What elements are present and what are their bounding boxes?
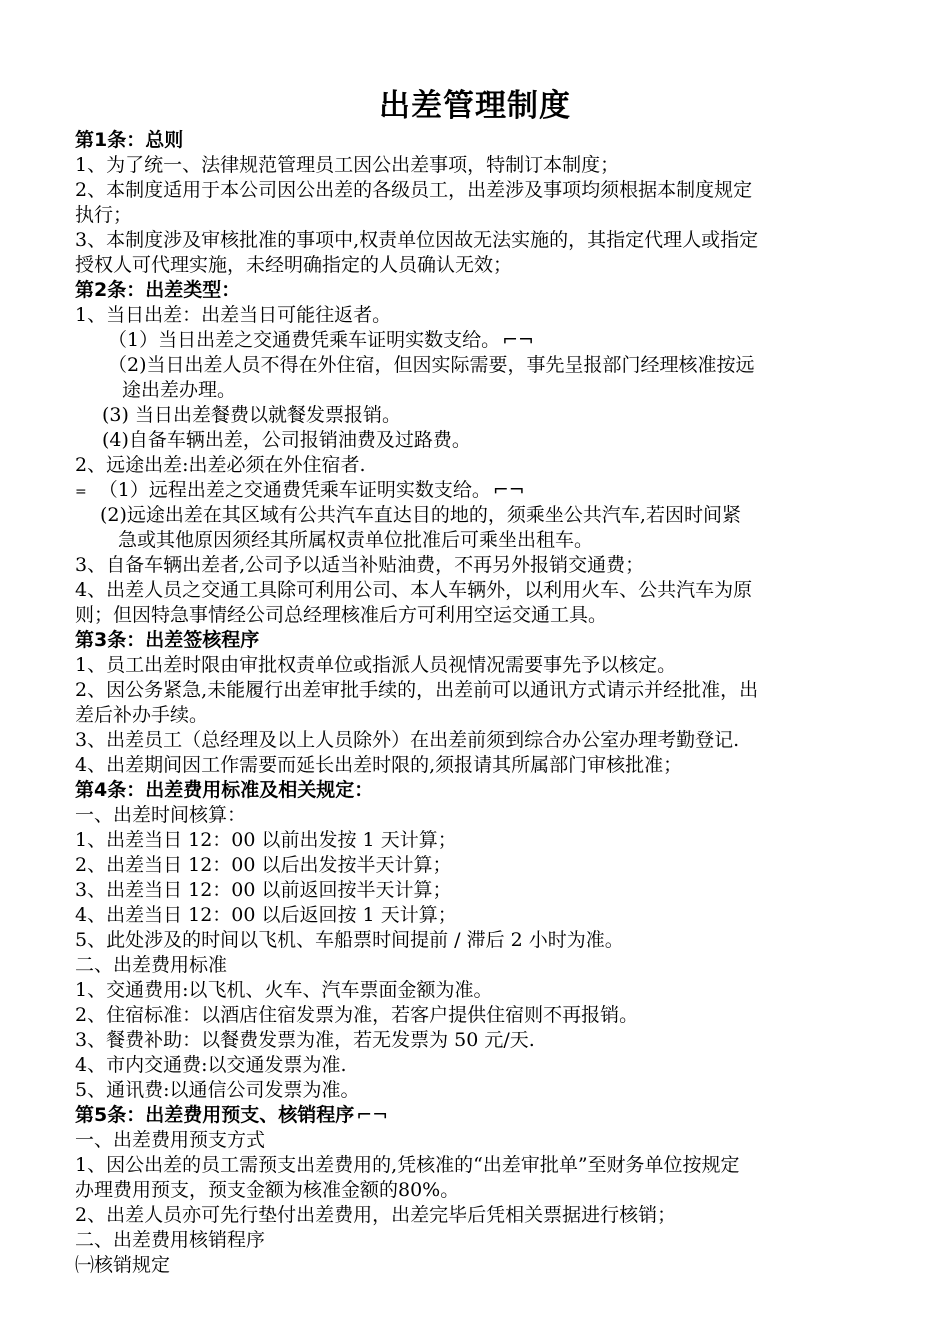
body-line: = （1）远程出差之交通费凭乘车证明实数支给。 ⌐¬ [75, 479, 525, 501]
body-line: 3、自备车辆出差者,公司予以适当补贴油费，不再另外报销交通费； [75, 554, 645, 576]
return-mark-icon: ⌐¬ [492, 479, 525, 501]
body-line: 1、交通费用:以飞机、火车、汽车票面金额为准。 [75, 979, 493, 1001]
section-heading-5: 第5条：出差费用预支、核销程序 ⌐¬ [75, 1104, 389, 1126]
body-line: 则；但因特急事情经公司总经理核准后方可利用空运交通工具。 [75, 604, 608, 626]
body-line: 途出差办理。 [122, 379, 237, 401]
body-line: 办理费用预支，预支金额为核准金额的80%。 [75, 1179, 460, 1201]
body-line: 4、出差人员之交通工具除可利用公司、本人车辆外，以利用火车、公共汽车为原 [75, 579, 753, 601]
return-mark-icon: ⌐¬ [502, 329, 534, 351]
body-line: 1、因公出差的员工需预支出差费用的,凭核准的“出差审批单”至财务单位按规定 [75, 1154, 740, 1176]
body-line: 1、员工出差时限由审批权责单位或指派人员视情况需要事先予以核定。 [75, 654, 677, 676]
body-line: (2)远途出差在其区域有公共汽车直达目的地的，须乘坐公共汽车,若因时间紧 [100, 504, 741, 526]
body-line: 3、本制度涉及审核批准的事项中,权责单位因故无法实施的，其指定代理人或指定 [75, 229, 759, 251]
body-line: 4、市内交通费:以交通发票为准. [75, 1054, 347, 1076]
body-line: 4、出差当日 12：00 以后返回按 1 天计算； [75, 904, 457, 926]
body-line: 一、出差时间核算： [75, 804, 247, 826]
body-line: 差后补办手续。 [75, 704, 209, 726]
body-line: 2、出差当日 12：00 以后出发按半天计算； [75, 854, 452, 876]
body-line: 执行； [75, 204, 133, 226]
body-line: 3、出差当日 12：00 以前返回按半天计算； [75, 879, 452, 901]
section-heading-2: 第2条：出差类型： [75, 279, 241, 301]
body-line: 5、此处涉及的时间以飞机、车船票时间提前 / 滞后 2 小时为准。 [75, 929, 624, 951]
prefix-mark: = [75, 484, 87, 500]
body-line: 4、出差期间因工作需要而延长出差时限的,须报请其所属部门审核批准； [75, 754, 683, 776]
body-line: 1、当日出差：出差当日可能往返者。 [75, 304, 392, 326]
body-line: 2、出差人员亦可先行垫付出差费用，出差完毕后凭相关票据进行核销； [75, 1204, 677, 1226]
body-line: 授权人可代理实施，未经明确指定的人员确认无效； [75, 254, 513, 276]
body-line: 二、出差费用核销程序 [75, 1229, 266, 1251]
body-line: 1、为了统一、法律规范管理员工因公出差事项，特制订本制度； [75, 154, 620, 176]
body-line: 急或其他原因须经其所属权责单位批准后可乘坐出租车。 [118, 529, 594, 551]
body-line: 二、出差费用标准 [75, 954, 228, 976]
body-line: (3) 当日出差餐费以就餐发票报销。 [102, 404, 401, 426]
section-heading-1: 第1条：总则 [75, 129, 184, 151]
body-line: （1）当日出差之交通费凭乘车证明实数支给。 ⌐¬ [108, 329, 534, 351]
body-line: 1、出差当日 12：00 以前出发按 1 天计算； [75, 829, 457, 851]
page-title: 出差管理制度 [379, 88, 571, 124]
return-mark-icon: ⌐¬ [356, 1104, 389, 1126]
body-line: 2、本制度适用于本公司因公出差的各级员工，出差涉及事项均须根据本制度规定 [75, 179, 753, 201]
body-line: 3、餐费补助：以餐费发票为准，若无发票为 50 元/天. [75, 1029, 535, 1051]
body-line: 3、出差员工（总经理及以上人员除外）在出差前须到综合办公室办理考勤登记. [75, 729, 740, 751]
body-line: 2、住宿标准：以酒店住宿发票为准，若客户提供住宿则不再报销。 [75, 1004, 639, 1026]
body-line: 一、出差费用预支方式 [75, 1129, 266, 1151]
section-heading-4: 第4条：出差费用标准及相关规定： [75, 779, 374, 801]
body-line: 5、通讯费:以通信公司发票为准。 [75, 1079, 360, 1101]
body-line: ㈠核销规定 [75, 1254, 171, 1276]
section-heading-3: 第3条：出差签核程序 [75, 629, 260, 651]
body-line: 2、因公务紧急,未能履行出差审批手续的，出差前可以通讯方式请示并经批准，出 [75, 679, 759, 701]
body-line: 2、远途出差:出差必须在外住宿者. [75, 454, 366, 476]
body-line: (4)自备车辆出差，公司报销油费及过路费。 [102, 429, 471, 451]
body-line: （2)当日出差人员不得在外住宿，但因实际需要，事先呈报部门经理核准按远 [108, 354, 755, 376]
